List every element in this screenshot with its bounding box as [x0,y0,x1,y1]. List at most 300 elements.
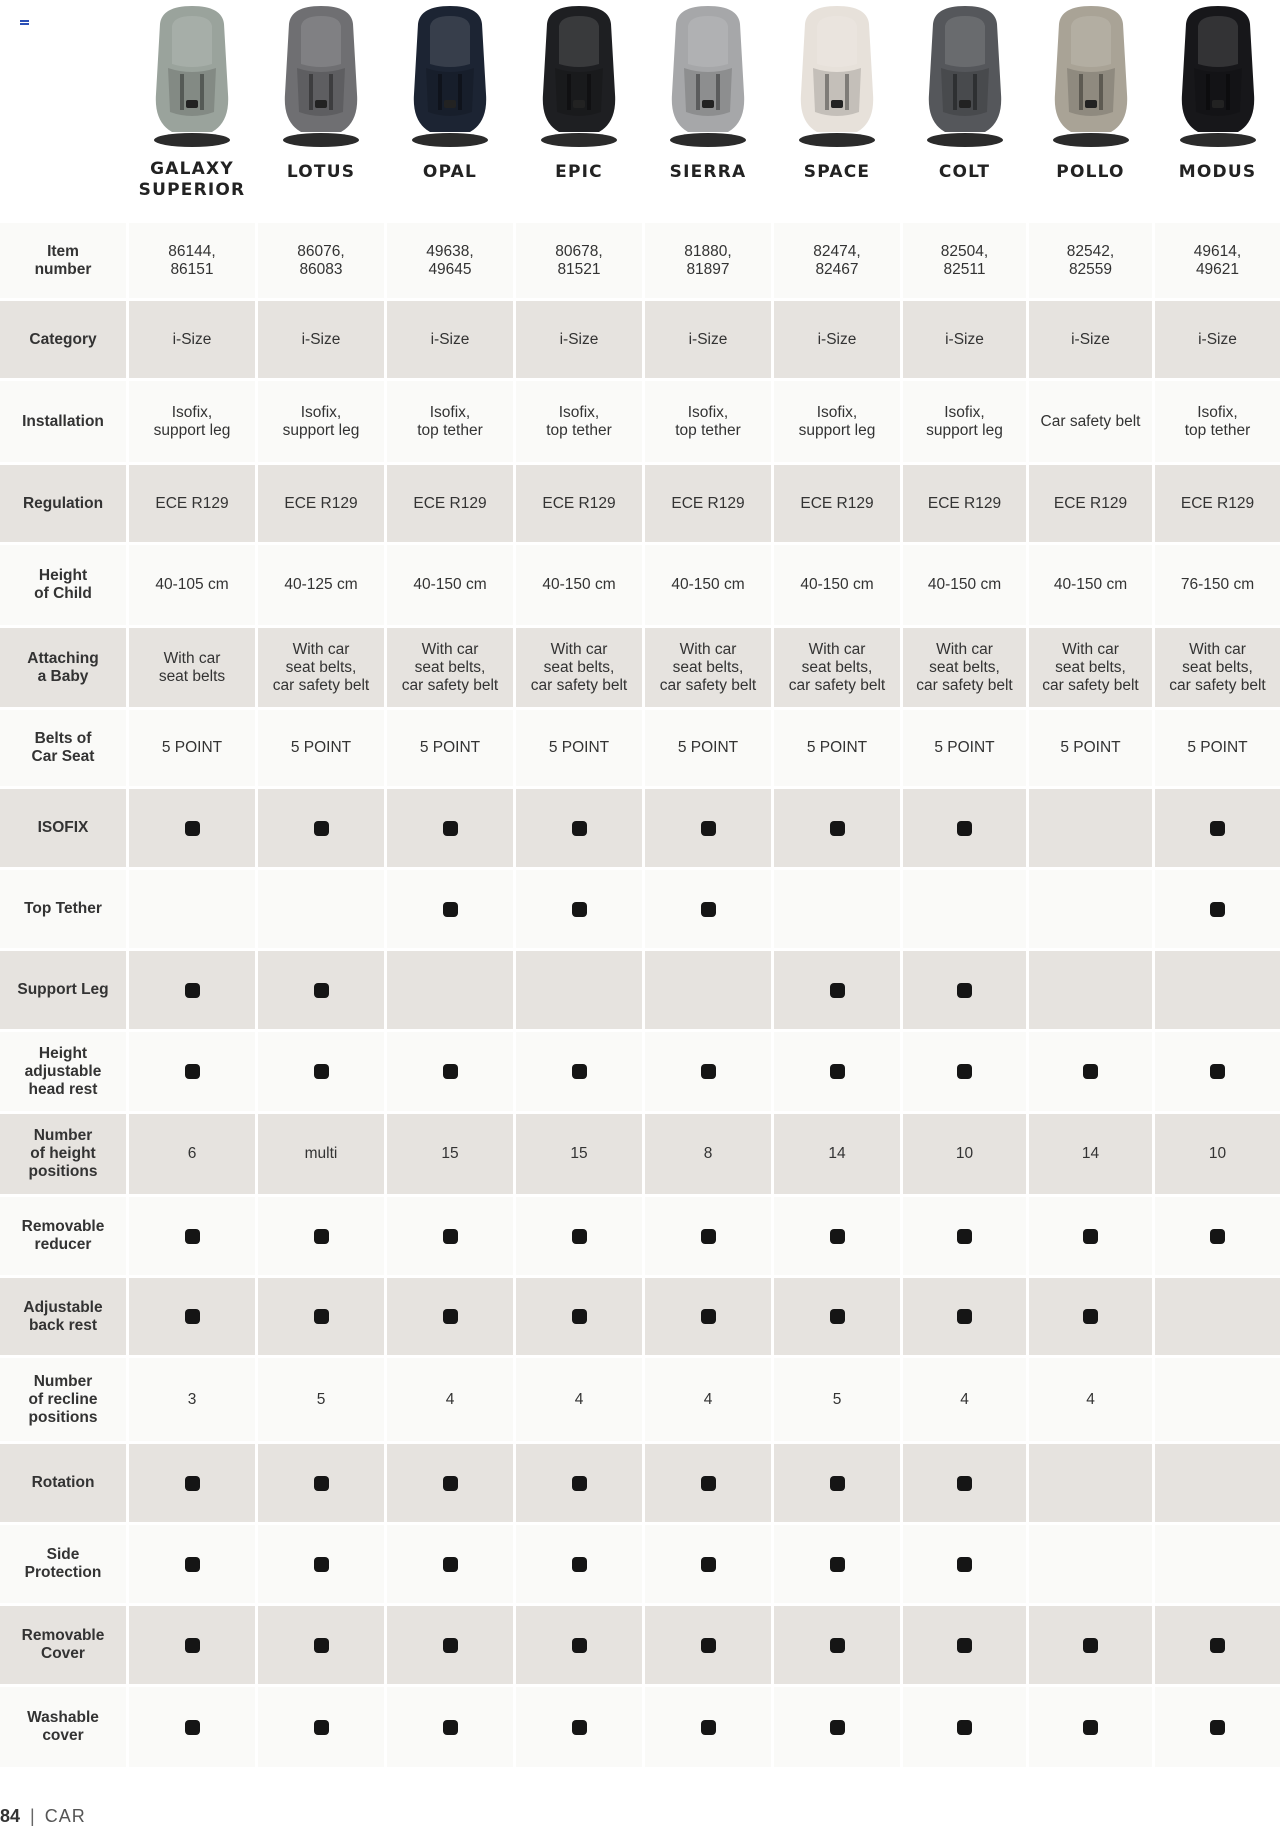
table-row [0,1444,1280,1525]
row-label: Height of Child [0,545,126,625]
table-cell [1155,1444,1280,1522]
product-name: EPIC [555,162,603,182]
check-mark-icon [830,821,845,836]
check-mark-icon [830,1229,845,1244]
table-cell: ECE R129 [516,465,642,542]
table-cell [1155,1032,1280,1111]
table-cell: 49638, 49645 [387,223,513,298]
table-cell: 5 [774,1358,900,1441]
table-cell [1029,870,1152,948]
table-cell: With car seat belts, car safety belt [258,628,384,707]
table-cell [774,1525,900,1603]
table-cell: 40-150 cm [774,545,900,625]
row-label: Side Protection [0,1525,126,1603]
table-cell [645,789,771,867]
table-cell: 40-150 cm [1029,545,1152,625]
check-mark-icon [830,1638,845,1653]
table-cell [903,1197,1026,1275]
check-mark-icon [443,1720,458,1735]
check-mark-icon [443,1557,458,1572]
table-row [0,1114,1280,1197]
table-cell: With car seat belts, car safety belt [1155,628,1280,707]
table-cell [258,1444,384,1522]
check-mark-icon [701,1720,716,1735]
table-cell: 82474, 82467 [774,223,900,298]
table-cell [1029,1687,1152,1767]
table-cell [387,870,513,948]
table-cell: 5 POINT [774,710,900,786]
check-mark-icon [572,1229,587,1244]
table-row [0,1525,1280,1606]
check-mark-icon [1083,1229,1098,1244]
table-cell [387,1687,513,1767]
check-mark-icon [443,1476,458,1491]
row-label: Category [0,301,126,378]
row-label: Installation [0,381,126,462]
check-mark-icon [1210,902,1225,917]
table-cell: multi [258,1114,384,1194]
table-row [0,301,1280,381]
check-mark-icon [314,1229,329,1244]
table-cell [1029,1444,1152,1522]
product-column-header [1155,0,1280,220]
check-mark-icon [701,821,716,836]
table-cell [258,1197,384,1275]
table-cell [258,1278,384,1355]
product-column-header [129,0,255,220]
table-cell: Isofix, top tether [1155,381,1280,462]
check-mark-icon [957,1638,972,1653]
table-cell [258,870,384,948]
check-mark-icon [185,1476,200,1491]
table-cell [645,951,771,1029]
table-cell: ECE R129 [774,465,900,542]
table-cell [903,789,1026,867]
check-mark-icon [314,1557,329,1572]
row-label: Top Tether [0,870,126,948]
check-mark-icon [701,1229,716,1244]
check-mark-icon [443,1309,458,1324]
table-cell [774,1444,900,1522]
table-cell: 4 [903,1358,1026,1441]
table-cell: With car seat belts, car safety belt [774,628,900,707]
check-mark-icon [830,1064,845,1079]
table-cell: With car seat belts, car safety belt [516,628,642,707]
table-cell: 49614, 49621 [1155,223,1280,298]
check-mark-icon [314,983,329,998]
table-cell [774,1032,900,1111]
table-cell [258,951,384,1029]
table-cell [1155,870,1280,948]
table-cell [1155,1278,1280,1355]
table-cell [129,1444,255,1522]
row-label: Removable Cover [0,1606,126,1684]
check-mark-icon [1210,1720,1225,1735]
table-cell: Isofix, support leg [903,381,1026,462]
table-cell: 80678, 81521 [516,223,642,298]
table-cell: 86076, 86083 [258,223,384,298]
table-cell [1029,1525,1152,1603]
table-cell: 5 POINT [129,710,255,786]
table-cell [903,1278,1026,1355]
table-cell [258,1525,384,1603]
car-seat-image [787,4,887,150]
table-cell [516,951,642,1029]
table-cell [645,1687,771,1767]
table-cell: 14 [1029,1114,1152,1194]
table-row [0,789,1280,870]
product-name: POLLO [1056,162,1125,182]
table-cell: 40-105 cm [129,545,255,625]
product-column-header [387,0,513,220]
table-cell [258,789,384,867]
product-column-header [258,0,384,220]
table-cell [645,1197,771,1275]
table-cell [1029,789,1152,867]
check-mark-icon [314,1309,329,1324]
table-cell [387,1525,513,1603]
table-cell: 10 [903,1114,1026,1194]
table-cell: Isofix, support leg [774,381,900,462]
table-cell: With car seat belts, car safety belt [387,628,513,707]
check-mark-icon [314,1638,329,1653]
table-row [0,223,1280,301]
table-cell: ECE R129 [1155,465,1280,542]
table-cell: 76-150 cm [1155,545,1280,625]
product-column-header [774,0,900,220]
table-cell [645,1278,771,1355]
table-cell: 5 POINT [387,710,513,786]
check-mark-icon [830,1557,845,1572]
table-cell [387,1606,513,1684]
page-number: 84 [0,1806,21,1826]
table-cell [1029,951,1152,1029]
check-mark-icon [957,1476,972,1491]
table-cell [516,1444,642,1522]
row-label: ISOFIX [0,789,126,867]
table-cell: 5 POINT [258,710,384,786]
table-row [0,870,1280,951]
table-cell: Isofix, top tether [645,381,771,462]
table-cell [516,1687,642,1767]
check-mark-icon [443,1064,458,1079]
table-cell [1029,1606,1152,1684]
table-cell [903,1444,1026,1522]
row-label: Height adjustable head rest [0,1032,126,1111]
table-cell [1029,1278,1152,1355]
table-cell [1155,789,1280,867]
table-cell: Isofix, top tether [387,381,513,462]
car-seat-image [400,4,500,150]
table-cell: 8 [645,1114,771,1194]
table-cell [645,1606,771,1684]
row-label: Attaching a Baby [0,628,126,707]
table-cell [903,951,1026,1029]
table-cell: 82504, 82511 [903,223,1026,298]
table-cell [129,789,255,867]
table-cell: Isofix, support leg [129,381,255,462]
check-mark-icon [185,1229,200,1244]
table-row [0,1606,1280,1687]
check-mark-icon [701,1476,716,1491]
table-cell: 86144, 86151 [129,223,255,298]
check-mark-icon [314,1720,329,1735]
table-cell: With car seat belts, car safety belt [645,628,771,707]
check-mark-icon [314,821,329,836]
table-cell [903,1687,1026,1767]
table-cell: i-Size [645,301,771,378]
table-cell [387,1032,513,1111]
table-cell [516,870,642,948]
check-mark-icon [572,1064,587,1079]
row-label: Washable cover [0,1687,126,1767]
table-row [0,1687,1280,1770]
check-mark-icon [185,821,200,836]
table-row [0,381,1280,465]
table-cell [258,1606,384,1684]
table-cell: ECE R129 [258,465,384,542]
check-mark-icon [443,902,458,917]
check-mark-icon [443,1229,458,1244]
table-cell: 5 [258,1358,384,1441]
check-mark-icon [185,1064,200,1079]
table-cell [774,1606,900,1684]
table-cell [129,951,255,1029]
row-label: Removable reducer [0,1197,126,1275]
car-seat-image [1168,4,1268,150]
row-label: Rotation [0,1444,126,1522]
table-cell: 81880, 81897 [645,223,771,298]
row-label: Belts of Car Seat [0,710,126,786]
car-seat-image [658,4,758,150]
table-cell [645,1032,771,1111]
table-cell: Isofix, top tether [516,381,642,462]
check-mark-icon [572,1476,587,1491]
table-cell: 40-150 cm [903,545,1026,625]
table-cell: 40-150 cm [387,545,513,625]
table-cell: 4 [516,1358,642,1441]
table-cell: Isofix, support leg [258,381,384,462]
table-cell: ECE R129 [129,465,255,542]
table-cell: ECE R129 [645,465,771,542]
car-seat-image [1041,4,1141,150]
check-mark-icon [701,1309,716,1324]
footer-separator: | [30,1806,35,1826]
table-row [0,1278,1280,1358]
check-mark-icon [1210,1638,1225,1653]
check-mark-icon [830,1720,845,1735]
table-cell: 15 [516,1114,642,1194]
table-cell [129,870,255,948]
product-column-header [903,0,1026,220]
check-mark-icon [572,902,587,917]
table-cell [129,1197,255,1275]
table-cell: 6 [129,1114,255,1194]
table-cell: 4 [387,1358,513,1441]
table-cell: 40-150 cm [516,545,642,625]
check-mark-icon [572,821,587,836]
check-mark-icon [1083,1309,1098,1324]
check-mark-icon [957,1720,972,1735]
table-cell [387,951,513,1029]
table-cell [129,1525,255,1603]
table-cell: i-Size [258,301,384,378]
row-label: Regulation [0,465,126,542]
table-cell [1029,1032,1152,1111]
check-mark-icon [830,1309,845,1324]
table-cell [516,789,642,867]
table-cell [903,1606,1026,1684]
table-row [0,1197,1280,1278]
table-cell [903,1525,1026,1603]
row-label: Item number [0,223,126,298]
product-column-header [516,0,642,220]
check-mark-icon [443,1638,458,1653]
table-cell: Car safety belt [1029,381,1152,462]
table-cell [516,1032,642,1111]
table-cell: ECE R129 [387,465,513,542]
check-mark-icon [1210,821,1225,836]
table-cell [516,1606,642,1684]
table-cell: With car seat belts, car safety belt [903,628,1026,707]
table-cell [387,1197,513,1275]
product-header [0,0,1280,220]
table-row [0,710,1280,789]
table-cell [516,1278,642,1355]
table-cell [516,1525,642,1603]
table-cell: 5 POINT [1029,710,1152,786]
car-seat-image [142,4,242,150]
check-mark-icon [830,983,845,998]
check-mark-icon [185,1557,200,1572]
table-cell [774,870,900,948]
table-cell: 3 [129,1358,255,1441]
table-cell: 40-150 cm [645,545,771,625]
table-cell: 15 [387,1114,513,1194]
table-cell [1155,1525,1280,1603]
table-cell [1155,1358,1280,1441]
table-cell [387,789,513,867]
table-cell [774,1197,900,1275]
table-cell [387,1444,513,1522]
check-mark-icon [957,1064,972,1079]
check-mark-icon [957,821,972,836]
check-mark-icon [701,1638,716,1653]
table-cell: 5 POINT [645,710,771,786]
table-cell: i-Size [516,301,642,378]
table-cell [1155,1687,1280,1767]
table-cell [1155,1197,1280,1275]
product-name: MODUS [1178,162,1257,182]
check-mark-icon [572,1309,587,1324]
table-cell [129,1687,255,1767]
check-mark-icon [314,1064,329,1079]
table-cell: i-Size [774,301,900,378]
check-mark-icon [957,1309,972,1324]
table-cell: 40-125 cm [258,545,384,625]
table-cell: 10 [1155,1114,1280,1194]
row-label: Adjustable back rest [0,1278,126,1355]
table-row [0,1358,1280,1444]
table-cell: 14 [774,1114,900,1194]
product-name: COLT [938,162,991,182]
check-mark-icon [1083,1720,1098,1735]
table-cell: 5 POINT [1155,710,1280,786]
product-column-header [1029,0,1152,220]
check-mark-icon [185,983,200,998]
product-name: GALAXY SUPERIOR [138,159,246,200]
table-row [0,465,1280,545]
table-cell [774,1278,900,1355]
check-mark-icon [572,1557,587,1572]
check-mark-icon [572,1720,587,1735]
table-row [0,951,1280,1032]
check-mark-icon [701,902,716,917]
comparison-table [0,223,1280,1770]
car-seat-image [271,4,371,150]
table-cell [903,1032,1026,1111]
check-mark-icon [957,983,972,998]
check-mark-icon [314,1476,329,1491]
check-mark-icon [957,1229,972,1244]
table-row [0,628,1280,710]
table-cell [903,870,1026,948]
row-label: Number of recline positions [0,1358,126,1441]
check-mark-icon [572,1638,587,1653]
check-mark-icon [185,1638,200,1653]
car-seat-image [915,4,1015,150]
check-mark-icon [1210,1229,1225,1244]
table-cell [129,1606,255,1684]
table-cell: i-Size [1029,301,1152,378]
check-mark-icon [701,1064,716,1079]
table-cell [129,1278,255,1355]
check-mark-icon [957,1557,972,1572]
table-cell [645,870,771,948]
car-seat-image [529,4,629,150]
check-mark-icon [701,1557,716,1572]
row-label: Number of height positions [0,1114,126,1194]
check-mark-icon [185,1309,200,1324]
table-cell: 82542, 82559 [1029,223,1152,298]
table-cell [1029,1197,1152,1275]
table-cell [774,789,900,867]
row-label: Support Leg [0,951,126,1029]
table-cell [516,1197,642,1275]
product-column-header [645,0,771,220]
product-name: SIERRA [669,162,747,182]
table-cell: With car seat belts, car safety belt [1029,628,1152,707]
table-cell [645,1444,771,1522]
table-cell [129,1032,255,1111]
table-cell: 4 [1029,1358,1152,1441]
check-mark-icon [1083,1638,1098,1653]
table-cell: 5 POINT [516,710,642,786]
check-mark-icon [185,1720,200,1735]
table-cell [645,1525,771,1603]
check-mark-icon [830,1476,845,1491]
table-cell: ECE R129 [1029,465,1152,542]
check-mark-icon [1210,1064,1225,1079]
table-row [0,545,1280,628]
table-cell: i-Size [903,301,1026,378]
table-cell: i-Size [387,301,513,378]
table-cell: i-Size [129,301,255,378]
table-cell: ECE R129 [903,465,1026,542]
table-row [0,1032,1280,1114]
table-cell [1155,1606,1280,1684]
product-name: OPAL [422,162,478,182]
